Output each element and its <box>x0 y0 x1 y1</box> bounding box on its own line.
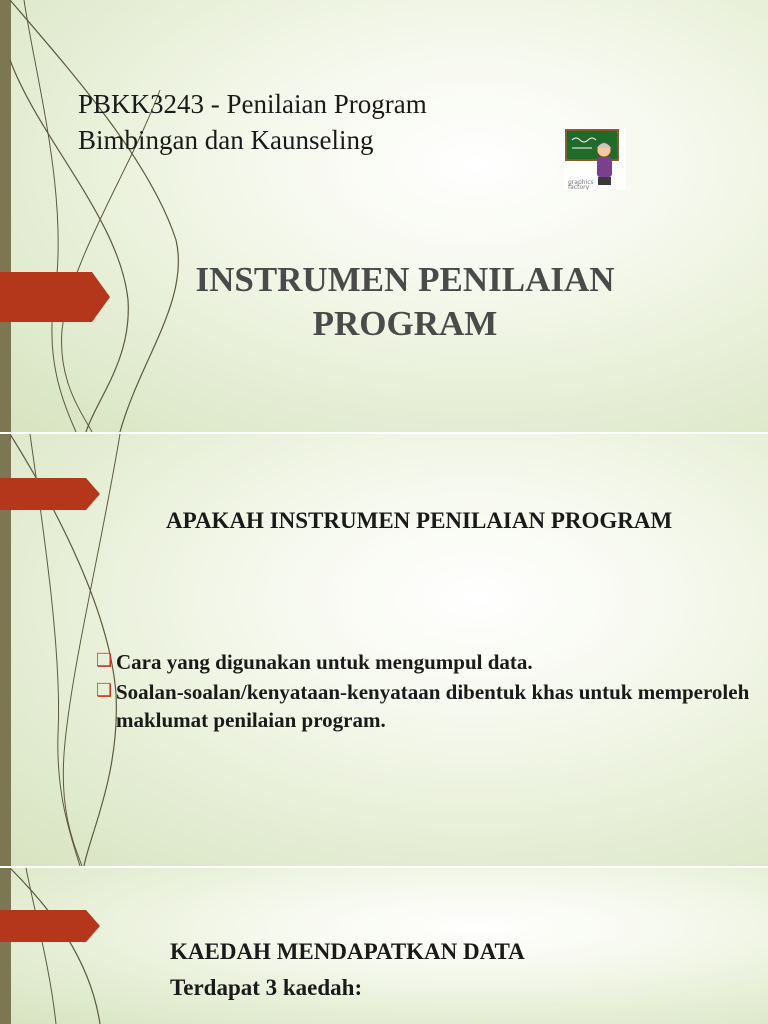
slide-1 <box>0 0 768 432</box>
section-heading: APAKAH INSTRUMEN PENILAIAN PROGRAM <box>166 508 673 533</box>
list-item <box>96 648 756 676</box>
teacher-clipart-icon <box>564 128 626 190</box>
slide-3-heading <box>170 934 690 1006</box>
main-title <box>110 258 700 346</box>
slide-3-heading-line-2: Terdapat 3 kaedah: <box>170 975 363 1000</box>
decorative-swirls <box>0 0 200 432</box>
bullet-marker-icon: ❑ <box>96 680 113 700</box>
course-title-line-1: PBKK3243 - Penilaian Program <box>78 89 427 119</box>
slide-2 <box>0 434 768 866</box>
arrow-tab-icon <box>0 910 102 942</box>
bullet-text: Soalan-soalan/kenyataan-kenyataan dibentuk khas untuk memperoleh maklumat penilaian program. <box>116 680 750 732</box>
course-title-line-2: Bimbingan dan Kaunseling <box>78 125 374 155</box>
main-title-line-1: INSTRUMEN PENILAIAN <box>195 260 615 299</box>
course-title <box>78 86 538 158</box>
main-title-line-2: PROGRAM <box>312 304 498 343</box>
bullet-text: Cara yang digunakan untuk mengumpul data. <box>116 650 533 674</box>
list-item <box>96 678 756 734</box>
arrow-tab-icon <box>0 272 112 322</box>
svg-text:graphics: graphics <box>568 179 594 186</box>
arrow-tab-icon <box>0 478 102 510</box>
slide-3-heading-line-1: KAEDAH MENDAPATKAN DATA <box>170 939 525 964</box>
slide-3 <box>0 868 768 1024</box>
svg-text:factory: factory <box>568 184 590 190</box>
bullet-list <box>96 648 756 736</box>
bullet-marker-icon: ❑ <box>96 650 113 670</box>
